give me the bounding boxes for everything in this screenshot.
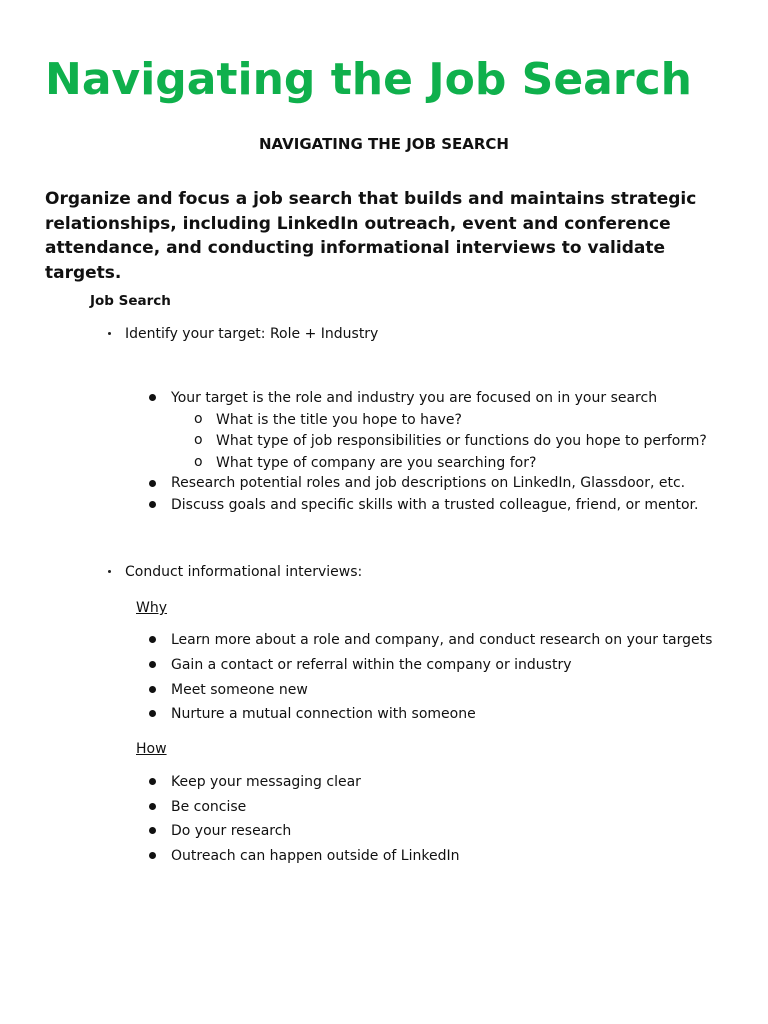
list-item: Gain a contact or referral within the company or industry xyxy=(171,657,572,673)
list-item: Your target is the role and industry you are focused on in your search xyxy=(171,390,658,406)
bullet-dot-icon xyxy=(149,827,156,834)
sub-list-item: What type of company are you searching for? xyxy=(216,455,537,471)
list-item: Learn more about a role and company, and conduct research on your targets xyxy=(171,632,713,648)
bullet-dot-icon xyxy=(149,501,156,508)
bullet-dot-icon xyxy=(149,778,156,785)
list-item: Nurture a mutual connection with someone xyxy=(171,706,476,722)
small-bullet-icon xyxy=(108,570,111,573)
list-item: Outreach can happen outside of LinkedIn xyxy=(171,848,460,864)
list-item: Be concise xyxy=(171,799,247,815)
section-heading-job-search: Job Search xyxy=(90,293,171,309)
small-bullet-icon xyxy=(108,332,111,335)
intro-paragraph: Organize and focus a job search that builds and maintains strategic relationships, including LinkedIn outreach, event and conference attendance, and conducting informational interviews to validate targets. xyxy=(45,189,697,283)
sub-list-item: What is the title you hope to have? xyxy=(216,412,462,428)
bullet-dot-icon xyxy=(149,394,156,401)
hollow-bullet-icon: o xyxy=(194,411,203,427)
list-item-informational-interviews: Conduct informational interviews: xyxy=(125,564,363,580)
hollow-bullet-icon: o xyxy=(194,432,203,448)
list-item: Keep your messaging clear xyxy=(171,774,361,790)
bullet-dot-icon xyxy=(149,661,156,668)
list-item: Discuss goals and specific skills with a trusted colleague, friend, or mentor. xyxy=(171,497,699,513)
bullet-dot-icon xyxy=(149,480,156,487)
bullet-dot-icon xyxy=(149,636,156,643)
how-label: How xyxy=(136,741,167,757)
why-label: Why xyxy=(136,600,168,616)
bullet-dot-icon xyxy=(149,852,156,859)
list-item-identify-target: Identify your target: Role + Industry xyxy=(125,326,379,342)
bullet-dot-icon xyxy=(149,686,156,693)
page-title: Navigating the Job Search xyxy=(45,54,692,105)
list-item: Research potential roles and job descriptions on LinkedIn, Glassdoor, etc. xyxy=(171,475,686,491)
hollow-bullet-icon: o xyxy=(194,454,203,470)
list-item: Meet someone new xyxy=(171,682,308,698)
bullet-dot-icon xyxy=(149,710,156,717)
sub-list-item: What type of job responsibilities or functions do you hope to perform? xyxy=(216,433,707,449)
bullet-dot-icon xyxy=(149,803,156,810)
list-item: Do your research xyxy=(171,823,292,839)
page-subtitle: NAVIGATING THE JOB SEARCH xyxy=(258,135,509,153)
